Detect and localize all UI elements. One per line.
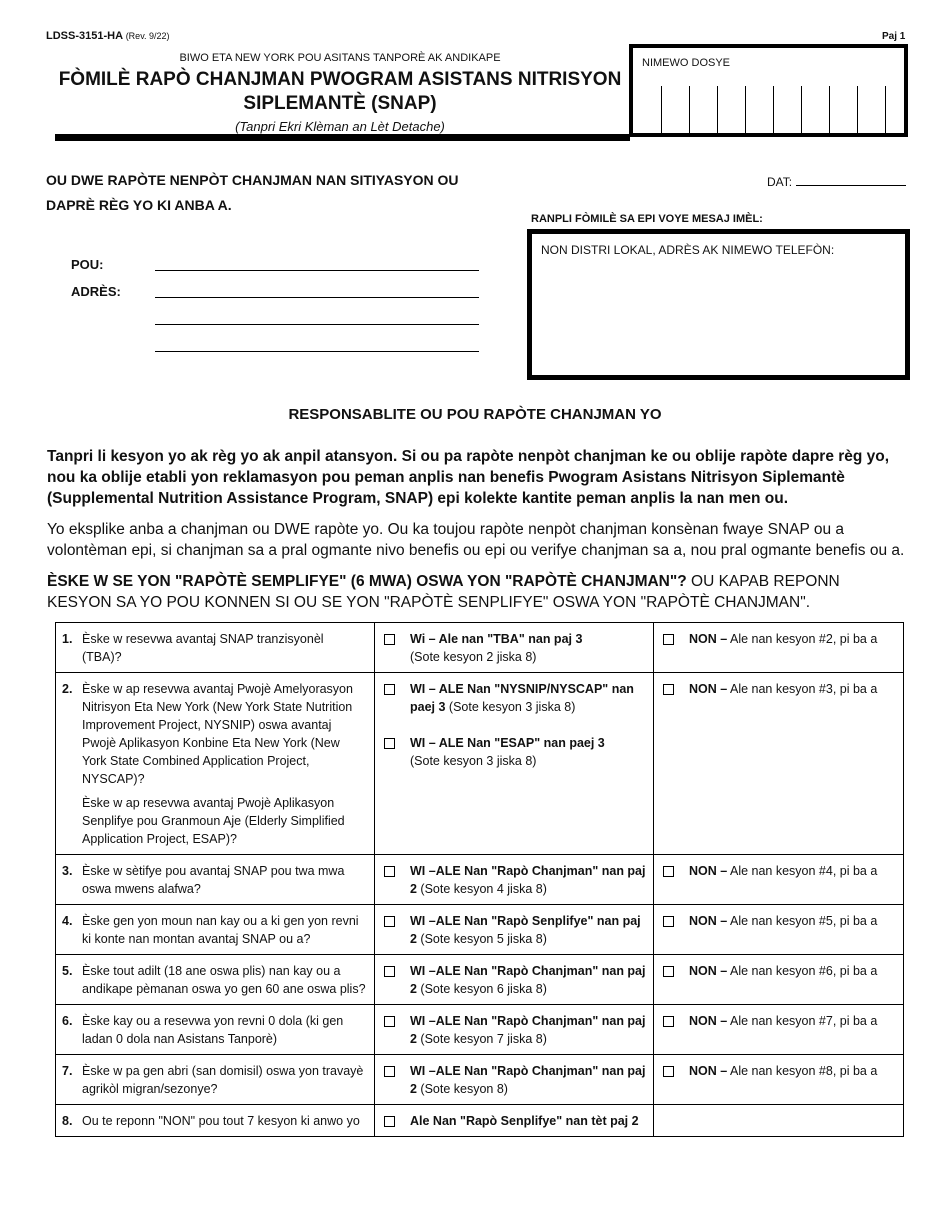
no-option[interactable] [660,1012,897,1030]
yes-option-text [410,1112,639,1130]
form-title [55,68,625,116]
reporter-question-rest: OU KAPAB REPONN KESYON SA YO POU KONNEN SI OU SE YON "RAPÒTÈ SENPLIFYE" OSWA YON "RAPÒTÈ CHANJMAN". [47,573,840,611]
header-divider [55,134,630,141]
yes-option-note: (Sote kesyon 7 jiska 8) [416,1032,547,1046]
question-number: 2. [62,682,73,696]
warning-paragraph: Tanpri li kesyon yo ak règ yo ak anpil atansyon. Si ou pa rapòte nenpòt chanjman ke ou oblije rapòte dapre règ yo, nou ka oblije etabli yon reklamasyon pou peman anplis nan benefis Pwogram Asistans Nitrisyon Siplemantè (Supplemental Nutrition Assistance Program, SNAP) epi kolekte kantite peman anplis la nan men ou. [47,448,890,507]
question-cell [56,1005,375,1055]
date-field[interactable] [767,173,906,189]
yes-checkbox[interactable] [384,966,395,977]
no-option-cell [654,905,904,955]
yes-option[interactable] [381,912,647,948]
case-digit-divider [661,86,662,137]
no-option-label: NON – [689,1064,728,1078]
question-cell [56,623,375,673]
question-row [56,673,904,855]
yes-option[interactable] [381,734,647,770]
district-info-label: NON DISTRI LOKAL, ADRÈS AK NIMEWO TELEFÒN: [541,243,835,257]
no-option-cell [654,673,904,855]
no-option-text [689,1062,877,1080]
address-line-1[interactable] [155,297,479,298]
yes-option-text [410,630,582,666]
no-option-label: NON – [689,632,728,646]
yes-checkbox[interactable] [384,634,395,645]
case-number-label: NIMEWO DOSYE [642,57,731,69]
no-option[interactable] [660,912,897,930]
instruction-line-1: OU DWE RAPÒTE NENPÒT CHANJMAN NAN SITIYASYON OU [46,172,459,188]
yes-option-cell [375,905,654,955]
yes-option-text [410,1062,647,1098]
yes-checkbox[interactable] [384,866,395,877]
instruction-line-2: DAPRÈ RÈG YO KI ANBA A. [46,197,232,213]
question-row [56,1105,904,1137]
no-option-text [689,912,877,930]
yes-option-cell [375,1055,654,1105]
question-text [82,912,366,948]
question-text [82,862,366,898]
yes-option-label: Ale Nan "Rapò Senplifye" nan tèt paj 2 [410,1114,639,1128]
question-cell [56,1055,375,1105]
question-number: 3. [62,864,73,878]
question-number: 4. [62,914,73,928]
no-option[interactable] [660,1062,897,1080]
page-number: Paj 1 [882,31,906,42]
yes-option-note: (Sote kesyon 4 jiska 8) [416,882,547,896]
no-option-label: NON – [689,964,728,978]
question-text-paragraph: Èske kay ou a resevwa yon revni 0 dola (ki gen ladan 0 dola nan Asistans Tanporè) [82,1014,344,1046]
agency-name: BIWO ETA NEW YORK POU ASITANS TANPORÈ AK ANDIKAPE [179,52,501,64]
question-text [82,1062,366,1098]
yes-option-cell [375,1005,654,1055]
question-text [82,680,366,848]
yes-option-label: WI – ALE Nan "NYSNIP/NYSCAP" nan paej 3 [410,682,634,714]
no-option-note: Ale nan kesyon #4, pi ba a [727,864,878,878]
yes-checkbox[interactable] [384,1016,395,1027]
no-checkbox[interactable] [663,866,674,877]
no-option-text [689,862,877,880]
no-option-cell [654,623,904,673]
no-checkbox[interactable] [663,684,674,695]
no-checkbox[interactable] [663,634,674,645]
form-id [46,30,170,42]
title-line-2: SIPLEMANTÈ (SNAP) [243,93,437,114]
yes-option-note: (Sote kesyon 6 jiska 8) [416,982,547,996]
question-row [56,955,904,1005]
question-row [56,1005,904,1055]
yes-option-label: WI –ALE Nan "Rapò Chanjman" nan paj 2 [410,964,646,996]
case-digit-divider [829,86,830,137]
to-line[interactable] [155,270,479,271]
yes-option-cell [375,623,654,673]
yes-option-cell [375,673,654,855]
yes-checkbox[interactable] [384,1116,395,1127]
question-cell [56,673,375,855]
yes-option-note: (Sote kesyon 3 jiska 8) [445,700,576,714]
yes-option-text [410,680,647,716]
yes-option-note: (Sote kesyon 5 jiska 8) [416,932,547,946]
no-option[interactable] [660,962,897,980]
question-text-paragraph: Èske w ap resevwa avantaj Pwojè Amelyorasyon Nitrisyon Eta New York (New York State Nutrition Improvement Project, NYSNIP) oswa avantaj Pwojè Aplikasyon Konbine Eta New York (New York State Combined Application Project, NYSCAP)? [82,682,353,786]
yes-option[interactable] [381,680,647,716]
question-number: 7. [62,1064,73,1078]
question-row [56,855,904,905]
question-row [56,1055,904,1105]
no-option-label: NON – [689,864,728,878]
yes-option-text [410,962,647,998]
no-option-note: Ale nan kesyon #5, pi ba a [727,914,878,928]
case-digit-divider [689,86,690,137]
no-option-text [689,680,877,698]
question-number: 5. [62,964,73,978]
questions-table [55,622,904,1137]
yes-option-label: WI –ALE Nan "Rapò Chanjman" nan paj 2 [410,1014,646,1046]
yes-option-cell [375,955,654,1005]
question-cell [56,855,375,905]
question-cell [56,955,375,1005]
form-subtitle: (Tanpri Ekri Klèman an Lèt Detache) [235,119,445,134]
no-option-text [689,962,877,980]
case-digit-divider [773,86,774,137]
yes-option[interactable] [381,962,647,998]
yes-checkbox[interactable] [384,1066,395,1077]
question-text-paragraph: Èske gen yon moun nan kay ou a ki gen yon revni ki konte nan montan avantaj SNAP ou a? [82,914,359,946]
address-line-2[interactable] [155,324,479,325]
yes-checkbox[interactable] [384,738,395,749]
yes-option[interactable] [381,630,647,666]
no-option[interactable] [660,862,897,880]
question-text-paragraph: Èske w sètifye pou avantaj SNAP pou twa mwa oswa mwens alafwa? [82,864,345,896]
question-text-paragraph: Èske w resevwa avantaj SNAP tranzisyonèl (TBA)? [82,632,324,664]
yes-checkbox[interactable] [384,916,395,927]
yes-option[interactable] [381,1112,647,1130]
no-checkbox[interactable] [663,916,674,927]
question-number: 8. [62,1114,73,1128]
yes-option-label: WI –ALE Nan "Rapò Chanjman" nan paj 2 [410,864,646,896]
yes-option-label: WI –ALE Nan "Rapò Chanjman" nan paj 2 [410,1064,646,1096]
form-revision: (Rev. 9/22) [125,31,170,41]
reporter-question [47,571,905,613]
reporter-question-bold: ÈSKE W SE YON "RAPÒTÈ SEMPLIFYE" (6 MWA) OSWA YON "RAPÒTÈ CHANJMAN"? [47,573,687,590]
no-option[interactable] [660,680,897,698]
yes-option-text [410,912,647,948]
case-digit-divider [857,86,858,137]
case-digit-divider [801,86,802,137]
yes-option[interactable] [381,1062,647,1098]
form-number: LDSS-3151-HA [46,30,123,42]
yes-option[interactable] [381,862,647,898]
date-line[interactable] [796,173,906,186]
question-text-paragraph: Èske w pa gen abri (san domisil) oswa yon travayè agrikòl migran/sezonye? [82,1064,364,1096]
case-digit-divider [885,86,886,137]
question-text [82,1112,366,1130]
question-text [82,630,366,666]
no-option-note: Ale nan kesyon #3, pi ba a [727,682,878,696]
yes-checkbox[interactable] [384,684,395,695]
no-option-text [689,1012,877,1030]
case-digit-divider [717,86,718,137]
no-option-note: Ale nan kesyon #7, pi ba a [727,1014,878,1028]
yes-option-note: (Sote kesyon 2 jiska 8) [410,650,537,664]
no-option-note: Ale nan kesyon #2, pi ba a [727,632,878,646]
no-option-label: NON – [689,1014,728,1028]
question-text [82,962,366,998]
no-option-cell [654,955,904,1005]
address-line-3[interactable] [155,351,479,352]
yes-option-note: (Sote kesyon 3 jiska 8) [410,754,537,768]
report-instruction [46,168,476,218]
yes-option-label: Wi – Ale nan "TBA" nan paj 3 [410,632,583,646]
yes-option-text [410,862,647,898]
address-label: ADRÈS: [71,284,121,299]
no-option-label: NON – [689,682,728,696]
yes-option-note: (Sote kesyon 8) [416,1082,508,1096]
yes-option-cell [375,1105,654,1137]
no-option-cell [654,1055,904,1105]
yes-option-text [410,1012,647,1048]
no-option-cell [654,855,904,905]
email-instruction: RANPLI FÒMILÈ SA EPI VOYE MESAJ IMÈL: [531,213,763,225]
question-text [82,1012,366,1048]
no-option-text [689,630,877,648]
date-label: DAT: [767,175,793,189]
question-text-paragraph: Èske tout adilt (18 ane oswa plis) nan kay ou a andikape pèmanan oswa yo gen 60 ane oswa plis? [82,964,366,996]
no-checkbox[interactable] [663,966,674,977]
yes-option[interactable] [381,1012,647,1048]
no-option-cell [654,1005,904,1055]
question-number: 1. [62,632,73,646]
yes-option-label: WI – ALE Nan "ESAP" nan paej 3 [410,736,605,750]
question-text-paragraph: Ou te reponn "NON" pou tout 7 kesyon ki anwo yo [82,1114,360,1128]
question-text-paragraph: Èske w ap resevwa avantaj Pwojè Aplikasyon Senplifye pou Granmoun Aje (Elderly Simplified Application Project, ESAP)? [82,796,345,846]
section-title: RESPONSABLITE OU POU RAPÒTE CHANJMAN YO [288,406,662,423]
case-digit-divider [745,86,746,137]
question-row [56,623,904,673]
question-cell [56,1105,375,1137]
district-info-box[interactable] [527,229,910,380]
to-label: POU: [71,257,104,272]
yes-option-text [410,734,605,770]
no-option-note: Ale nan kesyon #6, pi ba a [727,964,878,978]
explanation-paragraph: Yo eksplike anba a chanjman ou DWE rapòte yo. Ou ka toujou rapòte nenpòt chanjman konsènan fwaye SNAP ou a volontèman epi, si chanjman sa a pral ogmante nivo benefis ou epi ou verifye chanjman sa a, nou pral ogmante benefis ou a. [47,521,905,559]
yes-option-label: WI –ALE Nan "Rapò Senplifye" nan paj 2 [410,914,641,946]
no-checkbox[interactable] [663,1016,674,1027]
no-option[interactable] [660,630,897,648]
no-checkbox[interactable] [663,1066,674,1077]
no-option-label: NON – [689,914,728,928]
no-option-note: Ale nan kesyon #8, pi ba a [727,1064,878,1078]
no-option-cell [654,1105,904,1137]
question-cell [56,905,375,955]
yes-option-cell [375,855,654,905]
title-line-1: FÒMILÈ RAPÒ CHANJMAN PWOGRAM ASISTANS NITRISYON [58,69,622,90]
question-number: 6. [62,1014,73,1028]
question-row [56,905,904,955]
case-number-box[interactable] [629,44,908,137]
